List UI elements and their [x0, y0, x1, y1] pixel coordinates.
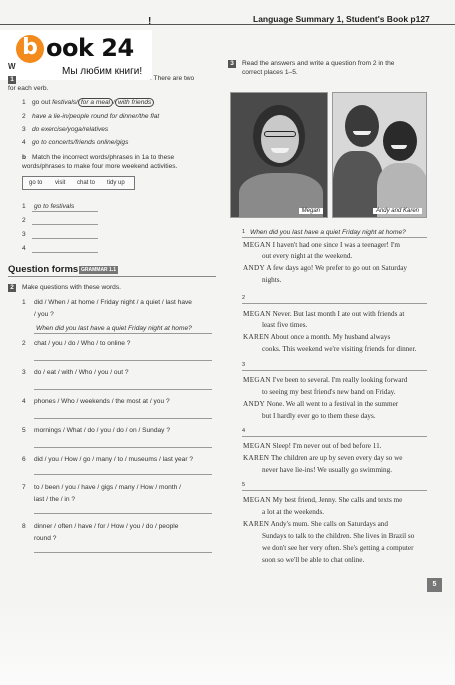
- ex2-item-number: 6: [22, 456, 26, 463]
- ex2-item-1-line2: / you ?: [34, 311, 54, 318]
- ex1b-instruction-2: words/phrases to make four more weekend activities.: [22, 163, 178, 170]
- ex1-item-1-a: festivals/: [52, 99, 78, 106]
- speaker-name: MEGAN: [243, 496, 271, 504]
- dialogue-number: 1: [242, 229, 246, 235]
- line-text: Sleep! I'm never out of bed before 11.: [272, 442, 382, 450]
- line-text: Andy's mum. She calls on Saturdays and: [270, 520, 388, 528]
- line-text: I've been to several. I'm really looking forward: [272, 376, 408, 384]
- answer-line[interactable]: [34, 360, 212, 361]
- speaker-name: ANDY: [243, 400, 265, 408]
- speaker-name: KAREN: [243, 520, 270, 528]
- ex2-item-3-line1: do / eat / with / Who / you / out ?: [34, 369, 129, 376]
- ex1-item-1: [32, 98, 154, 107]
- speaker-name: ANDY: [243, 264, 265, 272]
- photo-megan: [230, 92, 328, 218]
- face-shape-andy: [345, 105, 379, 147]
- ex2-item-number: 1: [22, 299, 26, 306]
- dialogue-number: 4: [242, 428, 246, 434]
- dialogue-line: [243, 309, 404, 320]
- ex3-instruction-2: correct places 1–5.: [242, 69, 298, 76]
- dialogue-line: a lot at the weekends.: [262, 508, 325, 516]
- section-title-question-forms: Question forms: [8, 264, 79, 275]
- grammar-reference-tag: GRAMMAR 1.1: [81, 267, 117, 273]
- header-rule: [0, 24, 455, 25]
- word-option: visit: [55, 180, 66, 186]
- word-option: go to: [29, 180, 43, 186]
- ex2-item-5-line1: mornings / What / do / you / do / on / Sunday ?: [34, 427, 170, 434]
- answer-line[interactable]: [34, 513, 212, 514]
- logo-letter: b: [16, 35, 44, 63]
- dialogue-line: never have lie-ins! We usually go swimming.: [262, 466, 393, 474]
- line-text: The children are up by seven every day so we: [270, 454, 403, 462]
- dialogue-line: [243, 441, 381, 452]
- exercise-3-badge: 3: [228, 60, 236, 68]
- dialogue-line: least five times.: [262, 321, 308, 329]
- line-text: Never. But last month I ate out with friends at: [272, 310, 405, 318]
- ex1b-label: b: [22, 154, 27, 161]
- answer-line[interactable]: [34, 552, 212, 553]
- dialogue-line: to seeing my best friend's new band on Friday.: [262, 388, 396, 396]
- ex2-item-7-line1: to / been / you / have / gigs / many / How / month /: [34, 484, 181, 491]
- answer-line[interactable]: [242, 436, 427, 437]
- photo-andy-karen: [332, 92, 427, 218]
- ex1-item-1-circled-b: for a meal: [78, 98, 113, 107]
- ex3-instruction-1: Read the answers and write a question from 2 in the: [242, 60, 395, 67]
- dialogue-line: soon so we'll be able to chat online.: [262, 556, 365, 564]
- ex1-item-number: 2: [22, 113, 26, 120]
- ex1-item-4: go to concerts/friends online/gigs: [32, 139, 129, 146]
- ex2-item-8-line2: round ?: [34, 535, 57, 542]
- word-option: chat to: [77, 180, 96, 186]
- answer-1-text: go to festivals: [34, 203, 75, 210]
- answer-line[interactable]: [32, 211, 98, 212]
- dialogue-line: [243, 519, 388, 530]
- face-shape-karen: [383, 121, 417, 161]
- word-box: [22, 176, 135, 190]
- section-rule: [8, 276, 216, 277]
- line-text: I haven't had one since I was a teenager! I'm: [272, 241, 400, 249]
- glasses-shape: [264, 131, 296, 137]
- dialogue-line: we don't see her very often. She's getting a computer: [262, 544, 414, 552]
- answer-line[interactable]: [242, 370, 427, 371]
- dialogue-line: [243, 399, 398, 410]
- dialogue-number: 5: [242, 482, 246, 488]
- ex1-item-number: 4: [22, 139, 26, 146]
- ex1-item-number: 3: [22, 126, 26, 133]
- ex2-item-number: 4: [22, 398, 26, 405]
- exercise-2-badge: 2: [8, 284, 16, 292]
- answer-line[interactable]: [34, 474, 212, 475]
- ex1-intro-line2: for each verb.: [8, 85, 49, 92]
- dialogue-number: 3: [242, 362, 246, 368]
- answer-line[interactable]: [34, 389, 212, 390]
- ex1-intro-tail: . There are two: [150, 75, 195, 82]
- ex2-item-4-line1: phones / Who / weekends / the most at / you ?: [34, 398, 170, 405]
- ex2-item-number: 3: [22, 369, 26, 376]
- ex1-item-1-pre: go out: [32, 99, 53, 106]
- ex1-item-1-c: /: [113, 99, 115, 106]
- answer-number: 1: [22, 203, 26, 210]
- line-text: My best friend, Jenny. She calls and texts me: [272, 496, 403, 504]
- dialogue-number: 2: [242, 295, 246, 301]
- header-title: Language Summary 1, Student's Book p127: [253, 14, 430, 24]
- page-number: 5: [427, 578, 442, 592]
- answer-number: 2: [22, 217, 26, 224]
- ex1-item-number: 1: [22, 99, 26, 106]
- answer-line[interactable]: [32, 238, 98, 239]
- speaker-name: KAREN: [243, 333, 270, 341]
- ex2-instruction: Make questions with these words.: [22, 284, 121, 291]
- speaker-name: MEGAN: [243, 442, 271, 450]
- dialogue-line: [243, 375, 407, 386]
- answer-line[interactable]: [34, 447, 212, 448]
- line-text: A few days ago! We prefer to go out on Saturday: [266, 264, 407, 272]
- smile-shape-andy: [353, 131, 371, 135]
- ex1-item-3: do exercise/yoga/relatives: [32, 126, 109, 133]
- photo-label-megan: Megan: [299, 208, 323, 214]
- dialogue-line: [243, 263, 407, 274]
- ex2-item-2-line1: chat / you / do / Who / to online ?: [34, 340, 131, 347]
- smile-shape: [271, 148, 289, 153]
- word-option: tidy up: [107, 180, 125, 186]
- speaker-name: MEGAN: [243, 241, 271, 249]
- dialogue-line: but I hardly ever go to them these days.: [262, 412, 376, 420]
- header-left-fragment: !: [148, 16, 152, 27]
- line-text: None. We all went to a festival in the summer: [266, 400, 399, 408]
- photo-label-andy-karen: Andy and Karen: [373, 208, 422, 214]
- dialogue-line: Sundays to talk to the children. She lives in Brazil so: [262, 532, 415, 540]
- face-shape: [261, 115, 299, 163]
- ex2-item-number: 5: [22, 427, 26, 434]
- answer-line[interactable]: [32, 252, 98, 253]
- speaker-name: MEGAN: [243, 376, 271, 384]
- answer-line[interactable]: [242, 490, 427, 491]
- dialogue-line: out every night at the weekend.: [262, 252, 353, 260]
- ex2-item-1-line1: did / When / at home / Friday night / a quiet / last have: [34, 299, 192, 306]
- dialogue-line: [243, 332, 390, 343]
- dialogue-line: [243, 240, 400, 251]
- answer-line[interactable]: [242, 237, 427, 238]
- dialogue-line: nights.: [262, 276, 282, 284]
- answer-line[interactable]: [32, 224, 98, 225]
- ex2-item-number: 7: [22, 484, 26, 491]
- answer-number: 3: [22, 231, 26, 238]
- page-bottom-area: [0, 600, 455, 685]
- dialogue-line: [243, 495, 402, 506]
- ex2-item-number: 2: [22, 340, 26, 347]
- ex2-item-8-line1: dinner / often / have / for / How / you / do / people: [34, 523, 179, 530]
- speaker-name: MEGAN: [243, 310, 271, 318]
- section-letter: W: [8, 62, 16, 71]
- ex2-item-1-answer: When did you last have a quiet Friday night at home?: [36, 325, 192, 332]
- ex1b-instruction-1: Match the incorrect words/phrases in 1a to these: [32, 154, 175, 161]
- answer-line[interactable]: [34, 333, 212, 334]
- ex2-item-7-line2: last / the / in ?: [34, 496, 76, 503]
- answer-line[interactable]: [34, 418, 212, 419]
- answer-line[interactable]: [242, 303, 427, 304]
- smile-shape-karen: [391, 145, 407, 149]
- ex1-item-2: have a lie-in/people round for dinner/the flat: [32, 113, 160, 120]
- logo-brand: ook 24: [46, 34, 134, 62]
- ex2-item-6-line1: did / you / How / go / many / to / museums / last year ?: [34, 456, 194, 463]
- exercise-1-badge: 1: [8, 76, 16, 84]
- answer-number: 4: [22, 245, 26, 252]
- dialogue-line: cooks. This weekend we're visiting friends for dinner.: [262, 345, 417, 353]
- speaker-name: KAREN: [243, 454, 270, 462]
- ex1-item-1-circled-d: with friends: [115, 98, 154, 107]
- line-text: About once a month. My husband always: [270, 333, 391, 341]
- ex2-item-number: 8: [22, 523, 26, 530]
- dialogue-1-question: When did you last have a quiet Friday night at home?: [250, 229, 406, 236]
- dialogue-line: [243, 453, 402, 464]
- logo-tagline: Мы любим книги!: [62, 66, 143, 77]
